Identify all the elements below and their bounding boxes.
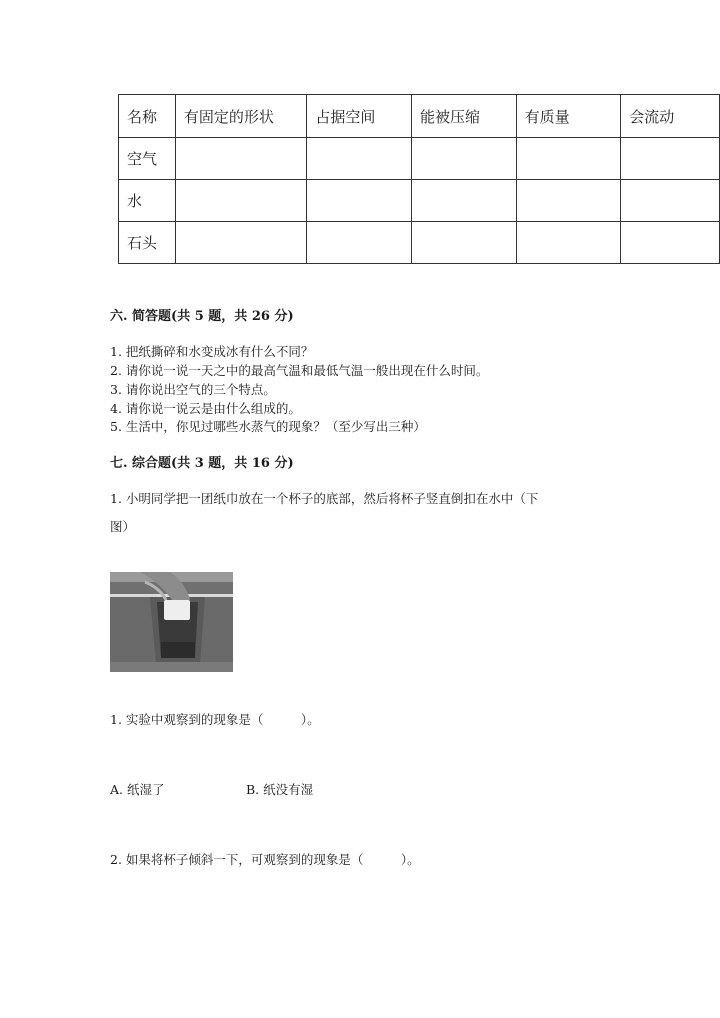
question-intro: 1. 小明同学把一团纸巾放在一个杯子的底部，然后将杯子竖直倒扣在水中（下 — [110, 491, 539, 506]
properties-table — [118, 94, 720, 264]
table-cell[interactable] — [307, 222, 412, 264]
table-cell[interactable] — [516, 222, 621, 264]
table-cell[interactable] — [412, 222, 517, 264]
table-header-cell: 能被压缩 — [412, 95, 517, 138]
table-header-cell: 有质量 — [516, 95, 621, 138]
table-cell[interactable] — [516, 180, 621, 222]
table-cell[interactable] — [307, 180, 412, 222]
question-item: 3. 请你说出空气的三个特点。 — [110, 382, 276, 397]
table-cell[interactable] — [621, 180, 720, 222]
table-cell[interactable] — [516, 138, 621, 180]
sub-question-1: 1. 实验中观察到的现象是（ ）。 — [110, 712, 320, 727]
option-b[interactable]: B. 纸没有湿 — [246, 782, 314, 797]
option-a[interactable]: A. 纸湿了 — [110, 782, 165, 797]
table-row — [119, 180, 720, 222]
table-header-cell: 名称 — [119, 95, 176, 138]
table-cell[interactable] — [412, 138, 517, 180]
table-cell-label: 空气 — [119, 138, 176, 180]
table-cell[interactable] — [621, 138, 720, 180]
table-cell[interactable] — [175, 180, 307, 222]
table-cell[interactable] — [175, 222, 307, 264]
table-cell[interactable] — [412, 180, 517, 222]
question-item: 2. 请你说一说一天之中的最高气温和最低气温一般出现在什么时间。 — [110, 363, 489, 378]
question-item: 4. 请你说一说云是由什么组成的。 — [110, 401, 301, 416]
table-cell[interactable] — [175, 138, 307, 180]
experiment-photo — [110, 572, 233, 672]
question-item: 1. 把纸撕碎和水变成冰有什么不同？ — [110, 344, 314, 359]
table-cell[interactable] — [307, 138, 412, 180]
question-intro-continued: 图） — [110, 519, 136, 534]
table-row — [119, 222, 720, 264]
section7-title: 七. 综合题(共 3 题，共 16 分) — [110, 456, 294, 471]
table-header-cell: 会流动 — [621, 95, 720, 138]
sub-question-2: 2. 如果将杯子倾斜一下，可观察到的现象是（ ）。 — [110, 852, 420, 867]
section6-title: 六. 简答题(共 5 题，共 26 分) — [110, 309, 294, 324]
table-header-row — [119, 95, 720, 138]
experiment-photo-illustration — [110, 572, 233, 672]
table-cell-label: 水 — [119, 180, 176, 222]
table-cell[interactable] — [621, 222, 720, 264]
question-item: 5. 生活中，你见过哪些水蒸气的现象？（至少写出三种） — [110, 419, 426, 434]
table-header-cell: 有固定的形状 — [175, 95, 307, 138]
table-header-cell: 占据空间 — [307, 95, 412, 138]
table-row — [119, 138, 720, 180]
table-cell-label: 石头 — [119, 222, 176, 264]
